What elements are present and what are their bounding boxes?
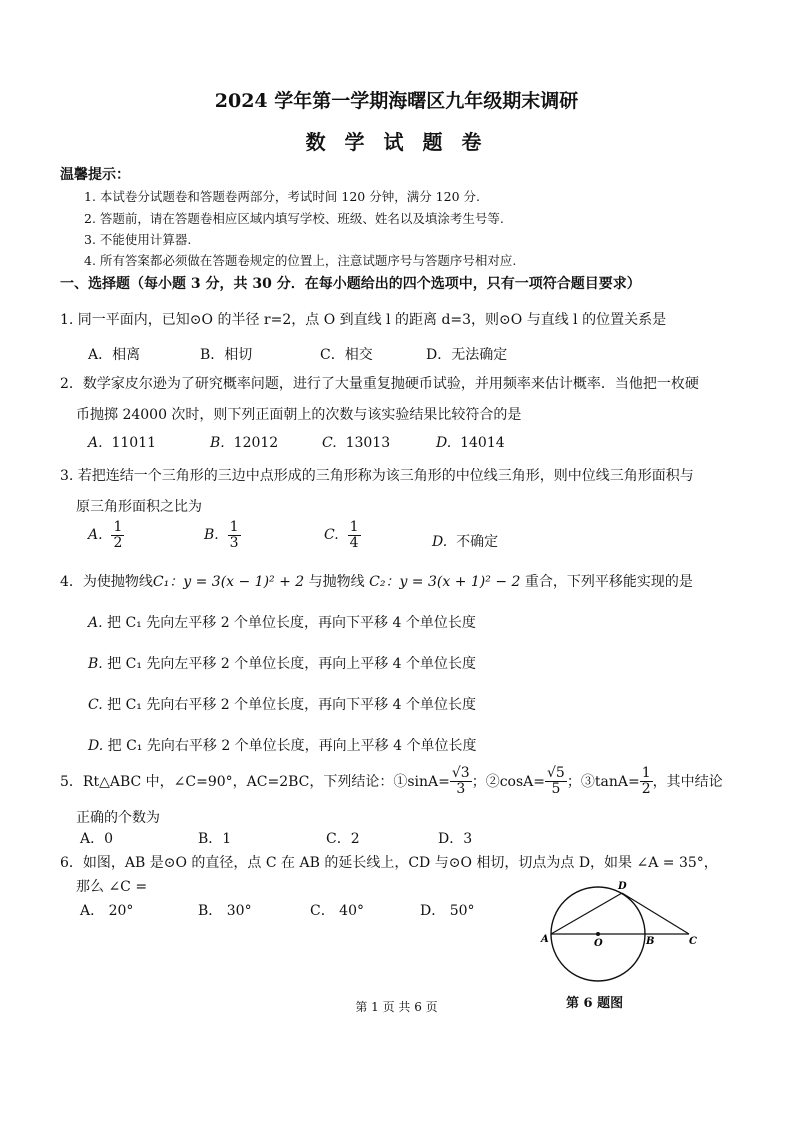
exam-title: 2024 学年第一学期海曙区九年级期末调研 (214, 90, 579, 112)
fraction: $\frac{√5}{5}$ (547, 765, 565, 797)
label-b: B (646, 936, 655, 947)
question-5-stem-line2: 正确的个数为 (76, 810, 160, 826)
q2-option-b: B. 12012 (210, 435, 279, 451)
tip-item: 3. 不能使用计算器. (84, 232, 192, 247)
q3-option-c: C. $\frac{1}{4}$ (324, 519, 359, 551)
fraction: $\frac{1}{3}$ (229, 519, 239, 551)
q3-option-b: B. $\frac{1}{3}$ (204, 519, 239, 551)
tips-heading: 温馨提示： (60, 167, 130, 183)
q4-option-a: A. 把 C₁ 先向左平移 2 个单位长度，再向下平移 4 个单位长度 (88, 615, 476, 631)
q2-option-c: C. 13013 (322, 435, 391, 451)
center-point (596, 932, 600, 936)
q4-option-b: B. 把 C₁ 先向左平移 2 个单位长度，再向上平移 4 个单位长度 (88, 656, 477, 672)
q1-option-b: B．相切 (200, 347, 253, 363)
q6-option-c: C． 40° (310, 903, 364, 919)
label-o: O (594, 938, 603, 949)
label-d: D (618, 881, 627, 892)
q5-option-c: C．2 (326, 831, 360, 847)
label-a: A (541, 934, 549, 945)
fraction: $\frac{1}{4}$ (349, 519, 359, 551)
line-dc (622, 893, 689, 934)
q6-option-d: D． 50° (420, 903, 475, 919)
question-6-stem-line2: 那么 ∠C = (76, 879, 148, 895)
q6-option-b: B． 30° (198, 903, 252, 919)
question-1-stem: 1. 同一平面内，已知⊙O 的半径 r=2，点 O 到直线 l 的距离 d=3，则⊙O 与直线 l 的位置关系是 (60, 312, 667, 328)
q1-option-d: D．无法确定 (426, 347, 508, 363)
fraction: $\frac{1}{2}$ (113, 519, 123, 551)
fraction: $\frac{1}{2}$ (641, 765, 651, 797)
label-c: C (689, 936, 697, 947)
tip-item: 2. 答题前，请在答题卷相应区域内填写学校、班级、姓名以及填涂考生号等. (84, 211, 504, 226)
question-2-stem-line1: 2．数学家皮尔逊为了研究概率问题，进行了大量重复抛硬币试验，并用频率来估计概率．当他把一枚硬 (60, 376, 699, 392)
fraction: $\frac{√3}{3}$ (451, 765, 470, 797)
circle-tangent-figure (536, 878, 706, 988)
question-6-stem-line1: 6．如图，AB 是⊙O 的直径，点 C 在 AB 的延长线上，CD 与⊙O 相切，切点为点 D，如果 ∠A = 35°， (60, 855, 718, 871)
q3-option-a: A. $\frac{1}{2}$ (88, 519, 123, 551)
q6-option-a: A． 20° (80, 903, 134, 919)
tip-item: 1. 本试卷分试题卷和答题卷两部分，考试时间 120 分钟，满分 120 分. (84, 189, 480, 204)
q4-option-d: D. 把 C₁ 先向右平移 2 个单位长度，再向上平移 4 个单位长度 (88, 738, 477, 754)
question-4-stem: 4．为使抛物线C₁：y = 3(x − 1)² + 2 与抛物线 C₂：y = 3(x + 1)² − 2 重合，下列平移能实现的是 (60, 574, 693, 590)
q3-option-d: D. 不确定 (432, 534, 499, 550)
question-3-stem-line2: 原三角形面积之比为 (76, 499, 202, 515)
q5-option-b: B．1 (198, 831, 232, 847)
question-5-stem: 5．Rt△ABC 中，∠C=90°，AC=2BC，下列结论：①sinA= $\frac{√3}{3}$ ；②cosA= $\frac{√5}{5}$ ；③tanA= $\frac{1}{2}$ ，其中结论 (60, 765, 723, 797)
q1-option-a: A．相离 (88, 347, 141, 363)
section-heading: 一、选择题（每小题 3 分，共 30 分．在每小题给出的四个选项中，只有一项符合题目要求） (60, 276, 641, 292)
question-3-stem-line1: 3. 若把连结一个三角形的三边中点形成的三角形称为该三角形的中位线三角形，则中位线三角形面积与 (60, 468, 694, 484)
q2-option-a: A. 11011 (88, 435, 157, 451)
figure-caption: 第 6 题图 (566, 996, 624, 1011)
tip-item: 4. 所有答案都必须做在答题卷规定的位置上，注意试题序号与答题序号相对应. (84, 253, 517, 268)
q1-option-c: C．相交 (320, 347, 373, 363)
q5-option-d: D．3 (438, 831, 473, 847)
q4-option-c: C. 把 C₁ 先向右平移 2 个单位长度，再向下平移 4 个单位长度 (88, 697, 476, 713)
exam-subtitle: 数 学 试 题 卷 (305, 130, 488, 154)
line-ad (551, 893, 622, 934)
q2-option-d: D. 14014 (436, 435, 505, 451)
question-2-stem-line2: 币抛掷 24000 次时，则下列正面朝上的次数与该实验结果比较符合的是 (76, 407, 522, 423)
page-footer: 第 1 页 共 6 页 (355, 1000, 438, 1014)
q5-option-a: A．0 (80, 831, 114, 847)
